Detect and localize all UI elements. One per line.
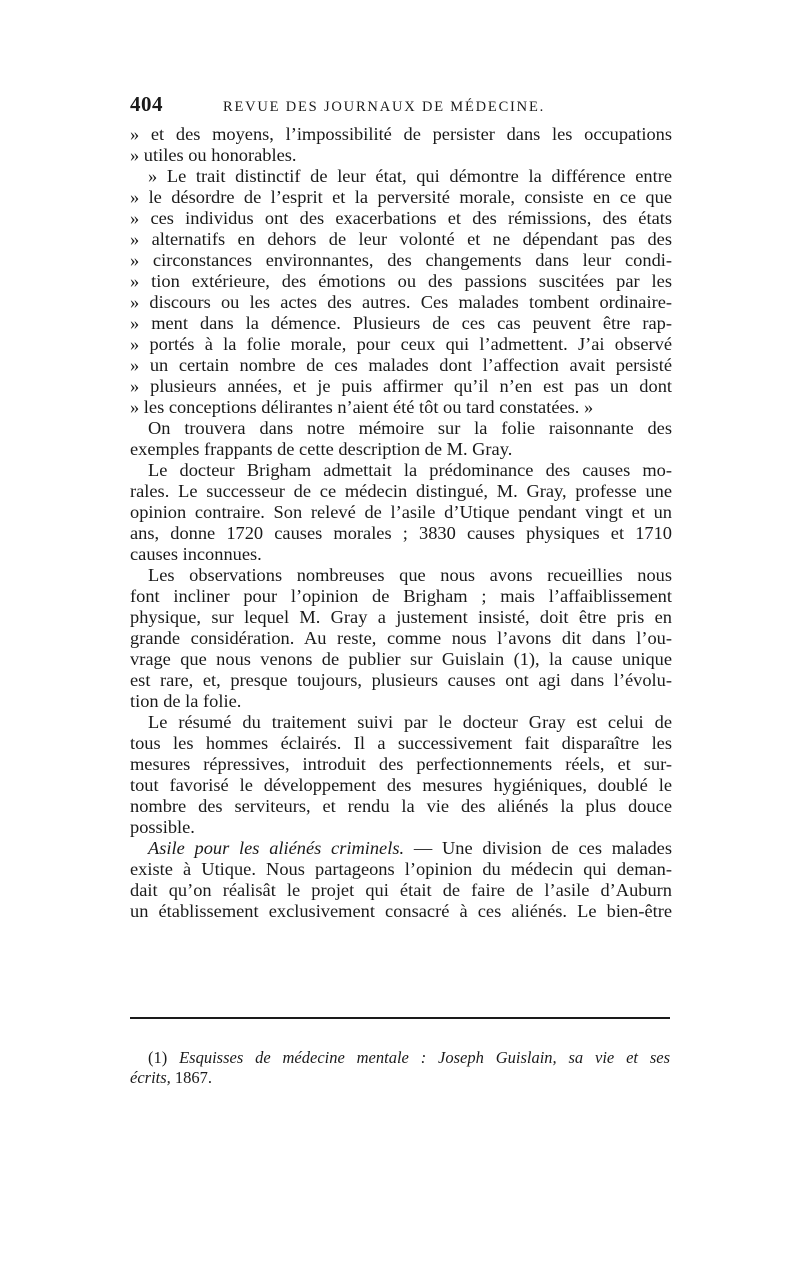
text-line: » utiles ou honorables. (130, 145, 297, 165)
text-line: physique, sur lequel M. Gray a justement insisté, doit être pris en (130, 607, 672, 627)
text-line: » le désordre de l’esprit et la perversité morale, consiste en ce que (130, 187, 672, 207)
text-line: » plusieurs années, et je puis affirmer qu’il n’en est pas un dont (130, 376, 672, 396)
text-line: Le docteur Brigham admettait la prédominance des causes mo- (148, 460, 672, 480)
text-line-section-heading (130, 838, 672, 859)
text-line: existe à Utique. Nous partageons l’opinion du médecin qui deman- (130, 859, 672, 879)
text-line: Les observations nombreuses que nous avons recueillies nous (148, 565, 672, 585)
footnote-title-end: écrits, (130, 1068, 171, 1087)
text-line: » discours ou les actes des autres. Ces malades tombent ordinaire- (130, 292, 672, 312)
text-line: tous les hommes éclairés. Il a successivement fait disparaître les (130, 733, 672, 753)
text-line: » Le trait distinctif de leur état, qui démontre la différence entre (148, 166, 672, 186)
text-line: » un certain nombre de ces malades dont l’affection avait persisté (130, 355, 672, 375)
text-line: » circonstances environnantes, des changements dans leur condi- (130, 250, 672, 270)
body-text (130, 124, 672, 922)
footnote (130, 1048, 670, 1088)
text-line: dait qu’on réalisât le projet qui était de faire de l’asile d’Auburn (130, 880, 672, 900)
text-line: ans, donne 1720 causes morales ; 3830 causes physiques et 1710 (130, 523, 672, 543)
text-line: possible. (130, 817, 195, 837)
text-line: exemples frappants de cette description de M. Gray. (130, 439, 513, 459)
page-number: 404 (130, 92, 163, 116)
footnote-title: Esquisses de médecine mentale : Joseph Guislain, sa vie et ses (179, 1048, 670, 1067)
text-line: » les conceptions délirantes n’aient été tôt ou tard constatées. » (130, 397, 594, 417)
footnote-line (130, 1048, 670, 1068)
text-line: un établissement exclusivement consacré à ces aliénés. Le bien-être (130, 901, 672, 921)
text-line: » tion extérieure, des émotions ou des passions suscitées par les (130, 271, 672, 291)
text-line: mesures répressives, introduit des perfectionnements réels, et sur- (130, 754, 672, 774)
footnote-rule (130, 1017, 670, 1019)
text-line: » ment dans la démence. Plusieurs de ces cas peuvent être rap- (130, 313, 672, 333)
text-line: grande considération. Au reste, comme nous l’avons dit dans l’ou- (130, 628, 672, 648)
text-line: » et des moyens, l’impossibilité de persister dans les occupations (130, 124, 672, 144)
footnote-marker: (1) (148, 1048, 168, 1067)
text-line: nombre des serviteurs, et rendu la vie des aliénés la plus douce (130, 796, 672, 816)
text-line: causes inconnues. (130, 544, 262, 564)
page-header (130, 92, 670, 116)
section-heading-rest: — Une division de ces malades (404, 838, 672, 858)
footnote-year: 1867. (170, 1068, 213, 1087)
footnote-line (130, 1068, 670, 1088)
running-head: REVUE DES JOURNAUX DE MÉDECINE. (223, 99, 546, 115)
text-line: font incliner pour l’opinion de Brigham ; mais l’affaiblissement (130, 586, 672, 606)
section-heading-italic: Asile pour les aliénés criminels. (148, 838, 405, 858)
text-line: est rare, et, presque toujours, plusieurs causes ont agi dans l’évolu- (130, 670, 672, 690)
text-line: tion de la folie. (130, 691, 242, 711)
text-line: Le résumé du traitement suivi par le docteur Gray est celui de (148, 712, 672, 732)
text-line: tout favorisé le développement des mesures hygiéniques, doublé le (130, 775, 672, 795)
text-line: » portés à la folie morale, pour ceux qui l’admettent. J’ai observé (130, 334, 672, 354)
text-line: rales. Le successeur de ce médecin distingué, M. Gray, professe une (130, 481, 672, 501)
text-line: » ces individus ont des exacerbations et des rémissions, des états (130, 208, 672, 228)
text-line: On trouvera dans notre mémoire sur la folie raisonnante des (148, 418, 672, 438)
text-line: » alternatifs en dehors de leur volonté et ne dépendant pas des (130, 229, 672, 249)
text-line: vrage que nous venons de publier sur Guislain (1), la cause unique (130, 649, 672, 669)
text-line: opinion contraire. Son relevé de l’asile d’Utique pendant vingt et un (130, 502, 672, 522)
